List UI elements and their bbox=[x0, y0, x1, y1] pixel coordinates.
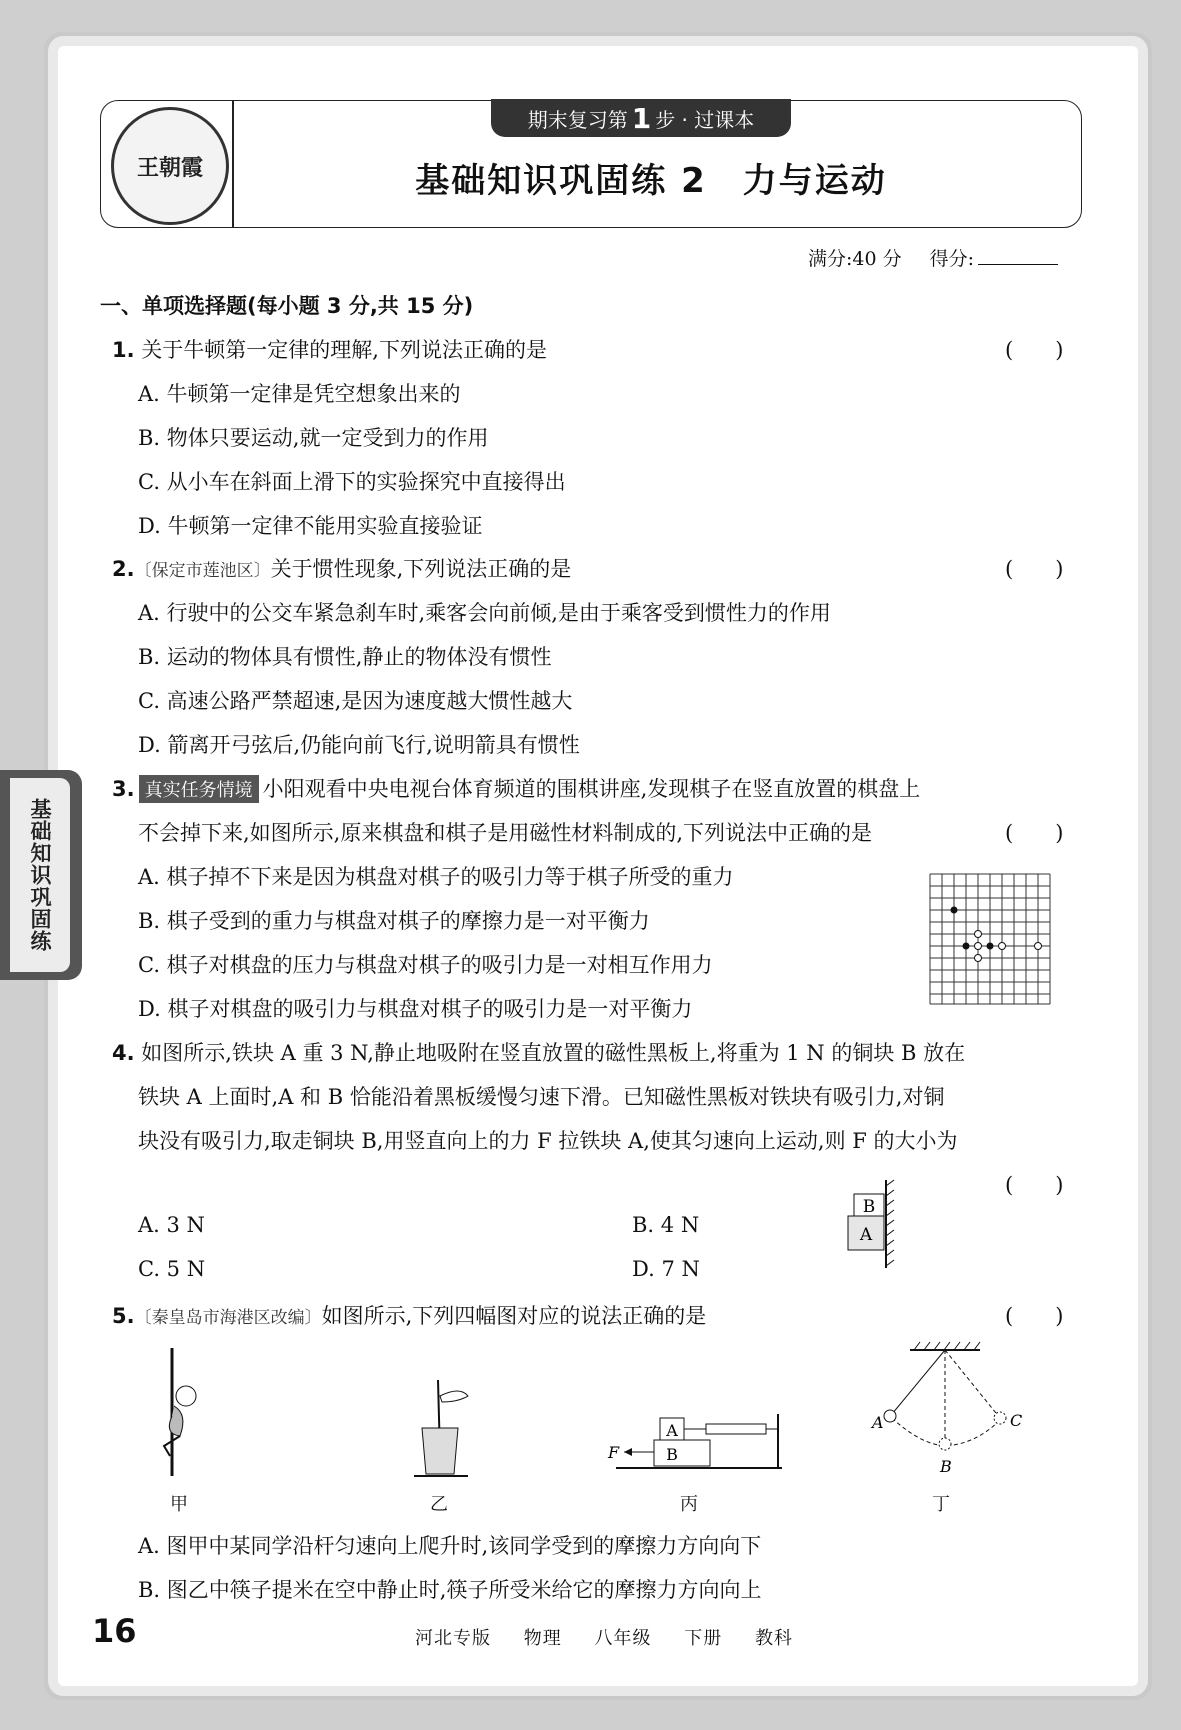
caption-bing: 丙 bbox=[680, 1494, 698, 1515]
section-title: 一、单项选择题(每小题 3 分,共 15 分) bbox=[100, 294, 474, 318]
score-line bbox=[808, 244, 1058, 271]
go-board-figure bbox=[928, 872, 1054, 1006]
q2-option-b: B. 运动的物体具有惯性,静止的物体没有惯性 bbox=[138, 645, 552, 669]
q3-option-d: D. 棋子对棋盘的吸引力与棋盘对棋子的吸引力是一对平衡力 bbox=[138, 997, 693, 1021]
block-a-label: A bbox=[859, 1225, 873, 1245]
q5-option-b: B. 图乙中筷子提米在空中静止时,筷子所受米给它的摩擦力方向向上 bbox=[138, 1578, 762, 1602]
point-a-label: A bbox=[872, 1413, 884, 1432]
q1-answer-paren[interactable]: ( ) bbox=[1005, 338, 1064, 362]
block-a-label: A bbox=[666, 1421, 678, 1440]
q2-option-c: C. 高速公路严禁超速,是因为速度越大惯性越大 bbox=[138, 689, 573, 713]
q1-option-c: C. 从小车在斜面上滑下的实验探究中直接得出 bbox=[138, 470, 566, 494]
score-blank[interactable] bbox=[978, 264, 1058, 265]
q2-option-a: A. 行驶中的公交车紧急刹车时,乘客会向前倾,是由于乘客受到惯性力的作用 bbox=[138, 601, 831, 625]
footer-edition: 河北专版 bbox=[415, 1628, 491, 1649]
force-f-label: F bbox=[608, 1443, 620, 1462]
q5-option-a: A. 图甲中某同学沿杆匀速向上爬升时,该同学受到的摩擦力方向向下 bbox=[138, 1534, 762, 1558]
tab-step-number: 1 bbox=[631, 101, 652, 135]
q2-stem-text: 关于惯性现象,下列说法正确的是 bbox=[270, 557, 572, 581]
header-box bbox=[100, 100, 1082, 228]
block-b-label: B bbox=[862, 1197, 876, 1217]
q4-option-d: D. 7 N bbox=[632, 1257, 700, 1281]
q2-answer-paren[interactable]: ( ) bbox=[1005, 557, 1064, 581]
footer-grade: 八年级 bbox=[594, 1628, 652, 1649]
q3-answer-paren[interactable]: ( ) bbox=[1005, 821, 1064, 845]
q1-stem bbox=[112, 334, 547, 364]
q3-option-b: B. 棋子受到的重力与棋盘对棋子的摩擦力是一对平衡力 bbox=[138, 909, 650, 933]
tab-pre: 期末复习第 bbox=[527, 107, 628, 132]
q2-source: 〔保定市莲池区〕 bbox=[134, 561, 271, 581]
q4-stem-line2: 铁块 A 上面时,A 和 B 恰能沿着黑板缓慢匀速下滑。已知磁性黑板对铁块有吸引力,对铜 bbox=[138, 1085, 945, 1109]
figure-jia-pole-climb bbox=[150, 1346, 210, 1486]
logo-divider bbox=[232, 101, 234, 227]
point-b-label: B bbox=[940, 1457, 952, 1476]
white-stone bbox=[999, 943, 1006, 950]
caption-jia: 甲 bbox=[170, 1494, 188, 1515]
black-stone bbox=[987, 943, 994, 950]
q1-number: 1. bbox=[112, 338, 135, 362]
block-b bbox=[654, 1440, 710, 1466]
full-score: 满分:40 分 bbox=[808, 248, 902, 270]
q4-answer-paren[interactable]: ( ) bbox=[1005, 1173, 1064, 1197]
q2-stem bbox=[112, 553, 571, 583]
figure-bing-blocks bbox=[602, 1410, 792, 1490]
block-b-label: B bbox=[666, 1445, 678, 1464]
q4-stem-text1: 如图所示,铁块 A 重 3 N,静止地吸附在竖直放置的磁性黑板上,将重为 1 N 的铜块 B 放在 bbox=[141, 1041, 966, 1065]
footer bbox=[415, 1624, 819, 1650]
side-tab-label: 基础知识巩固练 bbox=[10, 778, 70, 972]
logo-text: 王朝霞 bbox=[136, 155, 203, 181]
q3-tag: 真实任务情境 bbox=[139, 775, 259, 803]
q2-number: 2. bbox=[112, 557, 135, 581]
review-step-tab bbox=[491, 99, 791, 137]
q4-stem-line3: 块没有吸引力,取走铜块 B,用竖直向上的力 F 拉铁块 A,使其匀速向上运动,则 F 的大小为 bbox=[138, 1129, 958, 1153]
q3-option-c: C. 棋子对棋盘的压力与棋盘对棋子的吸引力是一对相互作用力 bbox=[138, 953, 713, 977]
q4-stem-line1 bbox=[112, 1037, 965, 1067]
q1-stem-text: 关于牛顿第一定律的理解,下列说法正确的是 bbox=[141, 338, 547, 362]
q5-stem bbox=[112, 1300, 706, 1330]
footer-volume: 下册 bbox=[684, 1628, 723, 1649]
white-stone bbox=[975, 943, 982, 950]
score-label: 得分: bbox=[929, 248, 975, 270]
q3-stem-text1: 小阳观看中央电视台体育频道的围棋讲座,发现棋子在竖直放置的棋盘上 bbox=[262, 777, 921, 801]
q4-option-c: C. 5 N bbox=[138, 1257, 206, 1281]
q4-option-a: A. 3 N bbox=[138, 1213, 205, 1237]
q2-option-d: D. 箭离开弓弦后,仍能向前飞行,说明箭具有惯性 bbox=[138, 733, 580, 757]
q3-stem-line2: 不会掉下来,如图所示,原来棋盘和棋子是用磁性材料制成的,下列说法中正确的是 bbox=[138, 821, 873, 845]
black-stone bbox=[963, 943, 970, 950]
caption-ding: 丁 bbox=[932, 1494, 950, 1515]
white-stone bbox=[1035, 943, 1042, 950]
tab-post: 步 · 过课本 bbox=[655, 107, 755, 132]
black-stone bbox=[951, 907, 958, 914]
spring-scale bbox=[706, 1424, 766, 1434]
q5-stem-text: 如图所示,下列四幅图对应的说法正确的是 bbox=[321, 1304, 707, 1328]
q4-option-b: B. 4 N bbox=[632, 1213, 700, 1237]
white-stone bbox=[975, 955, 982, 962]
page-title: 基础知识巩固练 2 力与运动 bbox=[415, 161, 887, 201]
white-stone bbox=[975, 931, 982, 938]
q1-option-d: D. 牛顿第一定律不能用实验直接验证 bbox=[138, 514, 483, 538]
figure-ding-pendulum bbox=[860, 1340, 1030, 1490]
publisher-logo bbox=[111, 107, 229, 225]
q4-number: 4. bbox=[112, 1041, 135, 1065]
side-tab bbox=[0, 770, 82, 980]
page-number: 16 bbox=[92, 1612, 137, 1650]
caption-yi: 乙 bbox=[430, 1494, 448, 1515]
q5-number: 5. bbox=[112, 1304, 135, 1328]
footer-publisher: 教科 bbox=[754, 1628, 793, 1649]
q3-stem-line1 bbox=[112, 773, 920, 803]
q3-option-a: A. 棋子掉不下来是因为棋盘对棋子的吸引力等于棋子所受的重力 bbox=[138, 865, 734, 889]
q5-source: 〔秦皇岛市海港区改编〕 bbox=[134, 1308, 322, 1328]
footer-subject: 物理 bbox=[523, 1628, 562, 1649]
magnetic-board-figure bbox=[840, 1178, 900, 1270]
point-c-label: C bbox=[1010, 1411, 1023, 1430]
q1-option-b: B. 物体只要运动,就一定受到力的作用 bbox=[138, 426, 489, 450]
q3-number: 3. bbox=[112, 777, 135, 801]
figure-yi-chopsticks bbox=[408, 1376, 478, 1486]
q5-answer-paren[interactable]: ( ) bbox=[1005, 1304, 1064, 1328]
q1-option-a: A. 牛顿第一定律是凭空想象出来的 bbox=[138, 382, 461, 406]
